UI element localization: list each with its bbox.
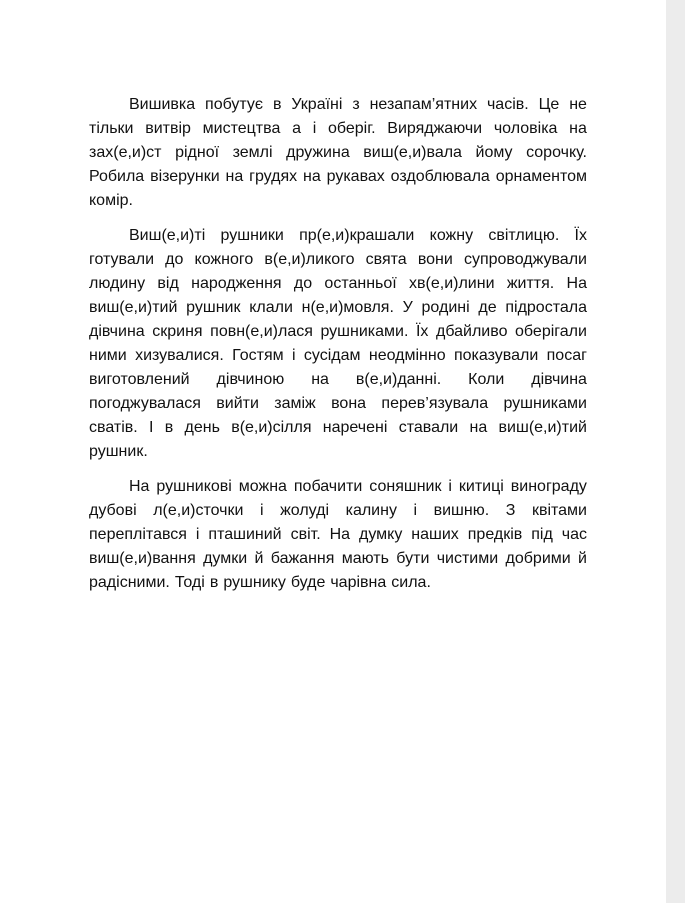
word: орнаментом bbox=[495, 168, 587, 185]
word: калину bbox=[345, 502, 397, 519]
word: й bbox=[578, 550, 587, 567]
word: пташиний bbox=[208, 526, 282, 543]
word: квітами bbox=[531, 502, 587, 519]
word: ставали bbox=[398, 419, 459, 436]
word: сила. bbox=[391, 574, 431, 591]
text-line bbox=[89, 320, 587, 344]
viewer-background bbox=[666, 0, 685, 903]
word: На bbox=[566, 275, 587, 292]
word: зах(е,и)ст bbox=[89, 144, 162, 161]
word: можна bbox=[238, 478, 287, 495]
word: сусідам bbox=[303, 347, 361, 364]
word: в bbox=[164, 419, 174, 436]
text-line bbox=[89, 392, 587, 416]
word: оздоблювала bbox=[390, 168, 490, 185]
word: буде bbox=[290, 574, 326, 591]
word: клали bbox=[249, 299, 293, 316]
word: Виш(е,и)ті bbox=[129, 227, 206, 244]
word: кожного bbox=[194, 251, 254, 268]
word: хв(е,и)лини bbox=[409, 275, 495, 292]
word: рушникові bbox=[156, 478, 232, 495]
word: виш(е,и)тий bbox=[498, 419, 587, 436]
word: людину bbox=[89, 275, 146, 292]
word: дбайливо bbox=[436, 323, 508, 340]
word: погоджувалася bbox=[89, 395, 201, 412]
word: вона bbox=[331, 395, 367, 412]
word: н(е,и)мовля. bbox=[301, 299, 394, 316]
text-line bbox=[89, 296, 587, 320]
word: і bbox=[259, 502, 264, 519]
word: на bbox=[303, 168, 321, 185]
word: Робила bbox=[89, 168, 145, 185]
word: в bbox=[272, 96, 282, 113]
word: а bbox=[292, 120, 301, 137]
text-line bbox=[89, 344, 587, 368]
word: дубові bbox=[89, 502, 137, 519]
word: дружина bbox=[286, 144, 350, 161]
word: час bbox=[561, 526, 587, 543]
word: від bbox=[157, 275, 179, 292]
word: повн(е,и)лася bbox=[210, 323, 313, 340]
text-line bbox=[89, 93, 587, 117]
word: і bbox=[291, 347, 296, 364]
document-body bbox=[89, 93, 587, 606]
word: жолуді bbox=[280, 502, 330, 519]
text-line bbox=[89, 499, 587, 523]
text-line bbox=[89, 571, 587, 595]
word: рушник bbox=[186, 299, 241, 316]
word: виш(е,и)вання bbox=[89, 550, 196, 567]
word: сватів. bbox=[89, 419, 138, 436]
word: на bbox=[469, 419, 488, 436]
word: хизувалися. bbox=[135, 347, 224, 364]
word: мистецтва bbox=[202, 120, 281, 137]
word: виготовлений bbox=[89, 371, 190, 388]
word: оберіг. bbox=[327, 120, 376, 137]
word: думки bbox=[203, 550, 248, 567]
text-line bbox=[89, 272, 587, 296]
word: і bbox=[448, 478, 452, 495]
word: І bbox=[148, 419, 154, 436]
text-line bbox=[89, 141, 587, 165]
word: ними bbox=[89, 347, 127, 364]
word: в(е,и)ликого bbox=[264, 251, 355, 268]
word: виш(е,и)тий bbox=[89, 299, 178, 316]
text-line bbox=[89, 416, 587, 440]
word: Україні bbox=[291, 96, 343, 113]
word: Коли bbox=[468, 371, 505, 388]
word: рідної bbox=[175, 144, 220, 161]
word: Їх bbox=[415, 323, 429, 340]
word: Тоді bbox=[174, 574, 205, 591]
word: рушниками. bbox=[320, 323, 409, 340]
word: і bbox=[195, 526, 200, 543]
word: вони bbox=[417, 251, 453, 268]
word: побачити bbox=[293, 478, 363, 495]
word: На bbox=[129, 478, 150, 495]
word: неодмінно bbox=[368, 347, 446, 364]
word: чистими bbox=[436, 550, 499, 567]
word: комір. bbox=[89, 192, 133, 209]
word: соняшник bbox=[369, 478, 442, 495]
word: йому bbox=[475, 144, 513, 161]
word: витвір bbox=[145, 120, 191, 137]
word: показували bbox=[453, 347, 539, 364]
word: предків bbox=[467, 526, 523, 543]
paragraph-3 bbox=[89, 475, 587, 595]
word: чоловіка bbox=[493, 120, 558, 137]
word: світ. bbox=[290, 526, 321, 543]
word: бажання bbox=[270, 550, 335, 567]
word: побутує bbox=[205, 96, 264, 113]
text-line bbox=[89, 189, 587, 213]
word: оберігали bbox=[515, 323, 587, 340]
word: готували bbox=[89, 251, 155, 268]
word: скриня bbox=[152, 323, 203, 340]
word: кожну bbox=[429, 227, 474, 244]
text-line bbox=[89, 475, 587, 499]
word: Їх bbox=[574, 227, 587, 244]
word: сорочку. bbox=[526, 144, 587, 161]
text-line bbox=[89, 248, 587, 272]
word: добрими bbox=[505, 550, 571, 567]
word: в(е,и)сілля bbox=[231, 419, 312, 436]
word: Вишивка bbox=[129, 96, 196, 113]
word: виш(е,и)вала bbox=[363, 144, 462, 161]
word: останньої bbox=[324, 275, 397, 292]
word: землі bbox=[232, 144, 273, 161]
word: наших bbox=[411, 526, 459, 543]
word: свята bbox=[365, 251, 407, 268]
text-line bbox=[89, 523, 587, 547]
word: На bbox=[329, 526, 351, 543]
word: на bbox=[569, 120, 587, 137]
text-line bbox=[89, 440, 587, 464]
word: життя. bbox=[506, 275, 555, 292]
word: вишню. bbox=[433, 502, 490, 519]
word: китиці bbox=[458, 478, 504, 495]
word: підростала bbox=[505, 299, 587, 316]
word: наречені bbox=[322, 419, 388, 436]
word: візерунки bbox=[150, 168, 220, 185]
word: заміж bbox=[274, 395, 316, 412]
word: народження bbox=[191, 275, 282, 292]
word: день bbox=[184, 419, 220, 436]
word: супроводжували bbox=[463, 251, 587, 268]
text-line bbox=[89, 368, 587, 392]
word: на bbox=[225, 168, 244, 185]
text-line bbox=[89, 117, 587, 141]
word: Гостям bbox=[232, 347, 284, 364]
word: й bbox=[254, 550, 264, 567]
word: і bbox=[413, 502, 418, 519]
word: тільки bbox=[89, 120, 134, 137]
word: дівчиною bbox=[216, 371, 285, 388]
paragraph-2 bbox=[89, 224, 587, 464]
word: рукавах bbox=[326, 168, 385, 185]
word: З bbox=[505, 502, 516, 519]
word: під bbox=[531, 526, 553, 543]
word: часів. bbox=[486, 96, 529, 113]
word: де bbox=[478, 299, 497, 316]
word: пр(е,и)крашали bbox=[299, 227, 415, 244]
word: в(е,и)данні. bbox=[355, 371, 442, 388]
word: рушнику bbox=[223, 574, 286, 591]
word: рушниками bbox=[503, 395, 587, 412]
word: рушники bbox=[220, 227, 284, 244]
word: винограду bbox=[510, 478, 587, 495]
word: світлицю. bbox=[488, 227, 560, 244]
word: У bbox=[402, 299, 413, 316]
word: до bbox=[165, 251, 184, 268]
word: Виряджаючи bbox=[387, 120, 483, 137]
word: перев’язувала bbox=[381, 395, 489, 412]
word: думку bbox=[359, 526, 403, 543]
word: Це bbox=[538, 96, 560, 113]
word: посаг bbox=[546, 347, 587, 364]
word: і bbox=[312, 120, 317, 137]
word: до bbox=[293, 275, 313, 292]
word: дівчина bbox=[89, 323, 145, 340]
word: на bbox=[311, 371, 329, 388]
word: грудях bbox=[249, 168, 298, 185]
word: з bbox=[352, 96, 360, 113]
word: рушник. bbox=[89, 443, 148, 460]
text-line bbox=[89, 165, 587, 189]
word: дівчина bbox=[531, 371, 587, 388]
word: вийти bbox=[216, 395, 259, 412]
word: мають bbox=[341, 550, 389, 567]
word: не bbox=[569, 96, 587, 113]
text-line bbox=[89, 547, 587, 571]
word: переплітався bbox=[89, 526, 187, 543]
word: л(е,и)сточки bbox=[153, 502, 244, 519]
word: радісними. bbox=[89, 574, 170, 591]
word: чарівна bbox=[330, 574, 387, 591]
word: родині bbox=[421, 299, 470, 316]
word: незапам’ятних bbox=[369, 96, 478, 113]
word: бути bbox=[396, 550, 430, 567]
text-line bbox=[89, 224, 587, 248]
word: в bbox=[209, 574, 219, 591]
paragraph-1 bbox=[89, 93, 587, 213]
